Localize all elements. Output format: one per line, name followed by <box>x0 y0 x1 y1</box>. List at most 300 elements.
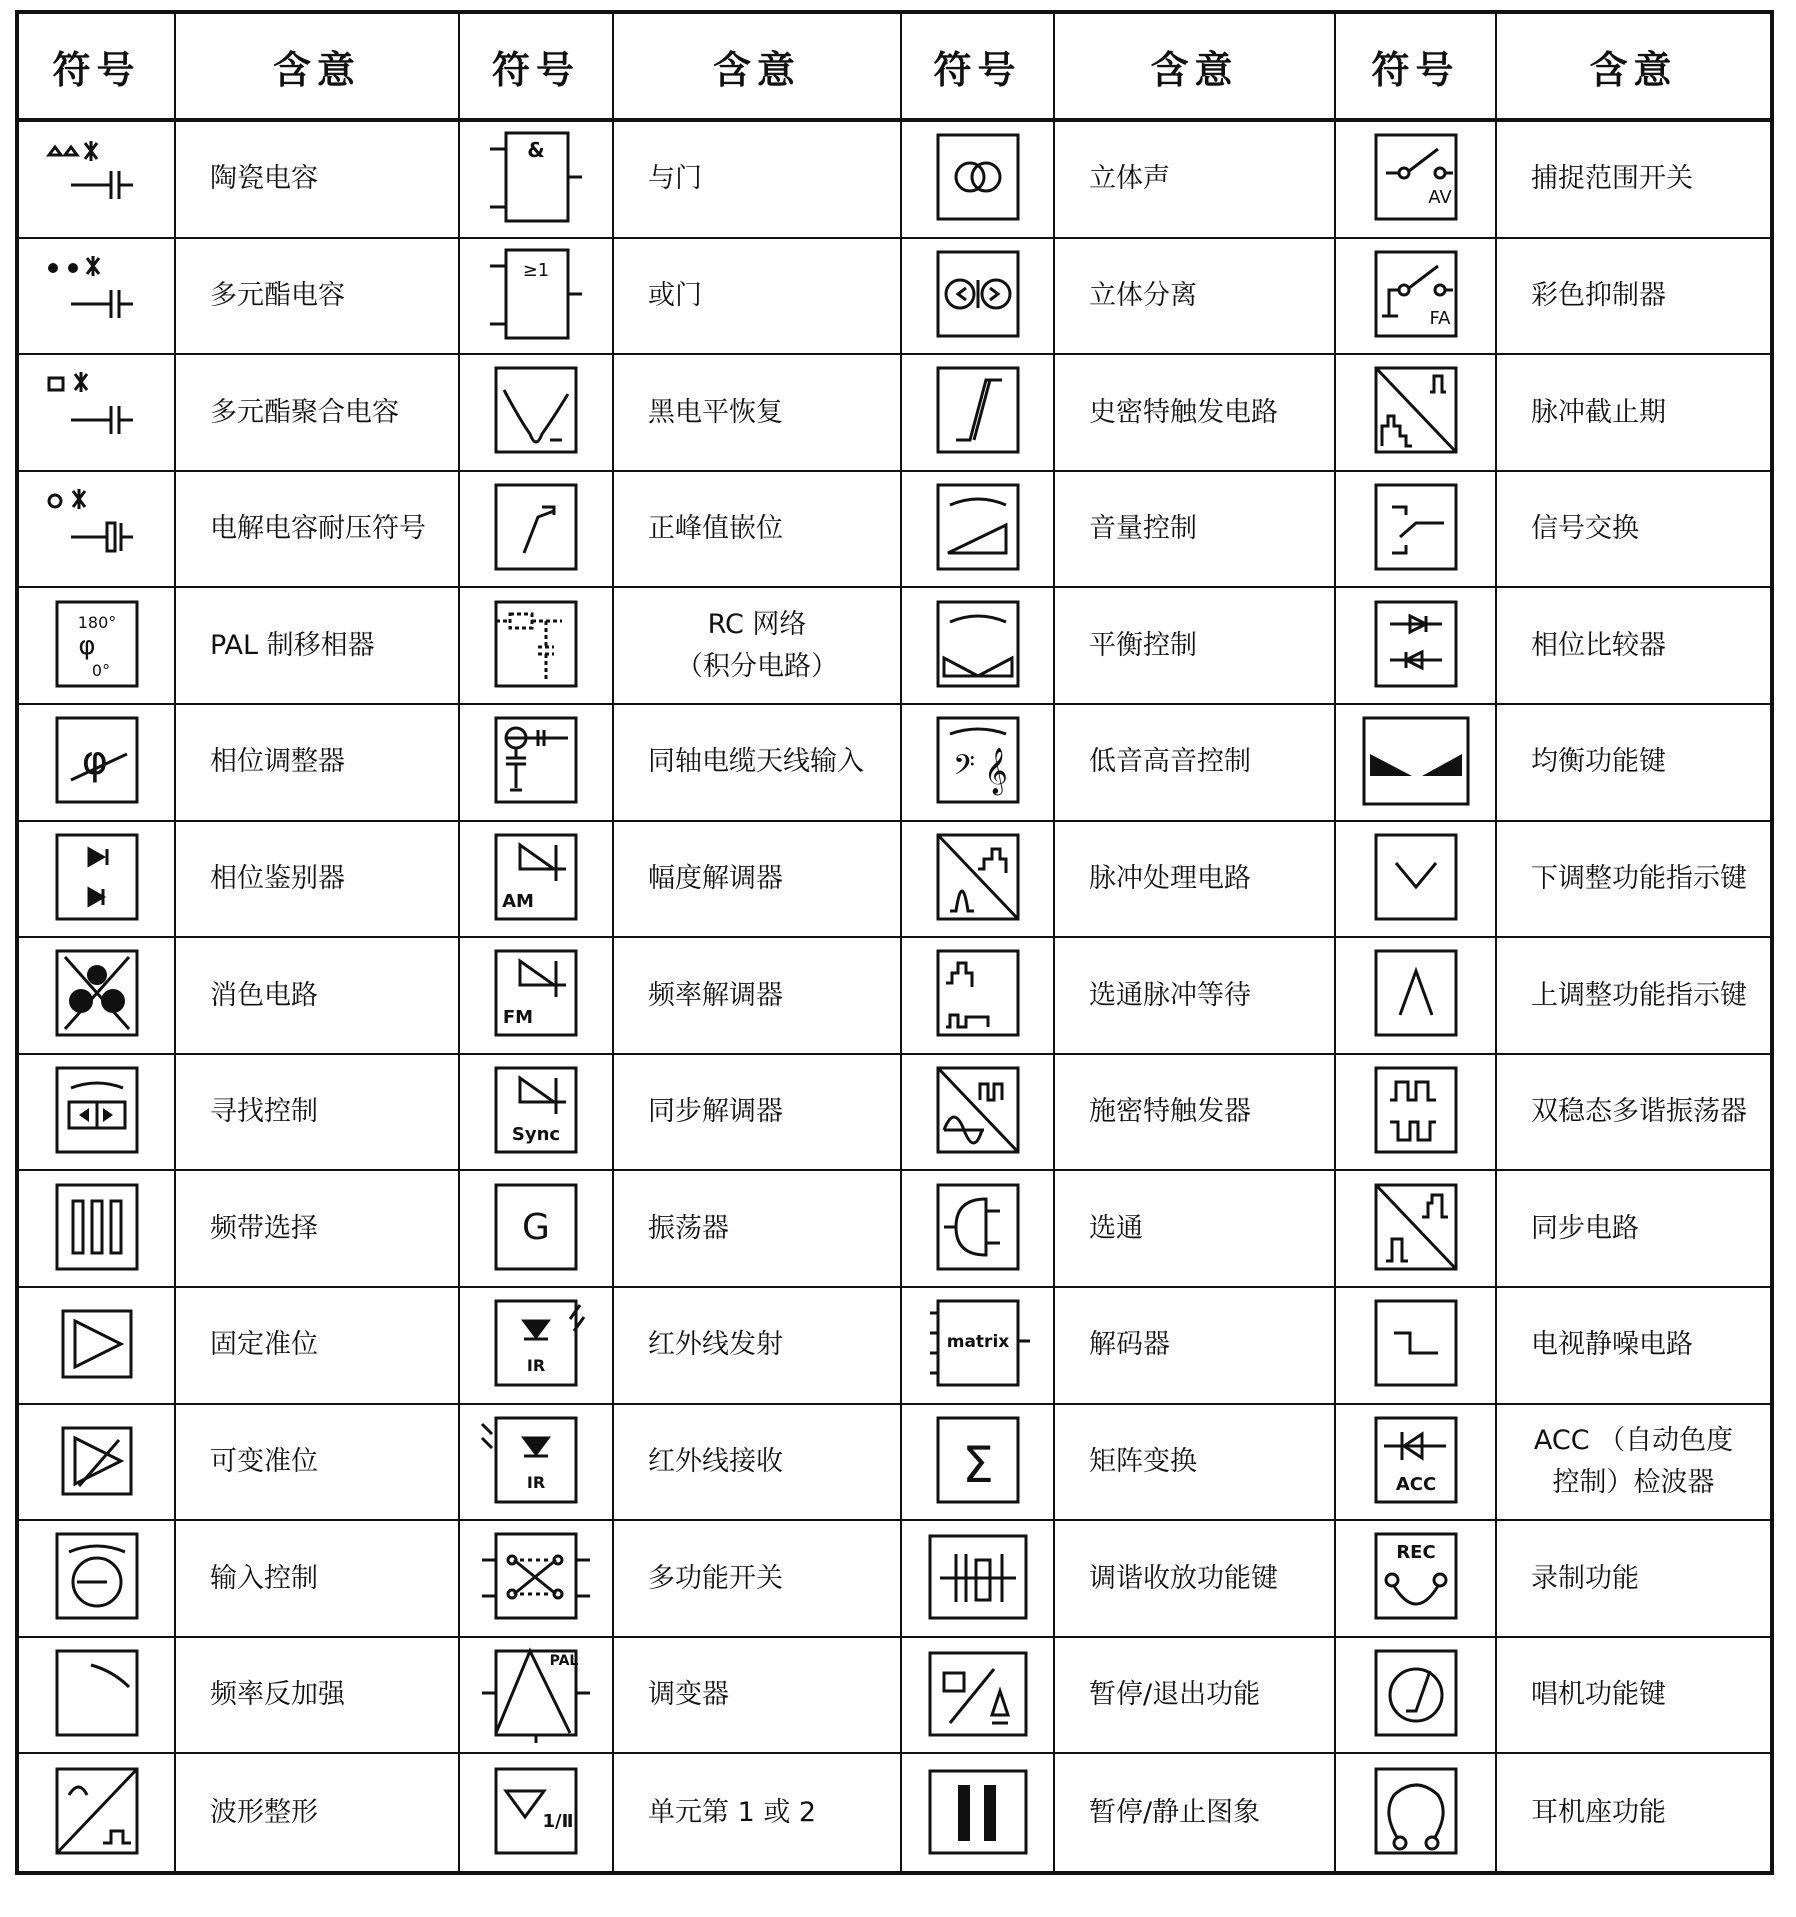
symbol-cell <box>19 1638 176 1755</box>
meaning-cell <box>1055 122 1336 239</box>
color-killer-icon <box>41 943 153 1047</box>
symbol-cell <box>1336 938 1497 1055</box>
waveform-shaping-icon <box>41 1761 153 1865</box>
symbol-cell <box>460 822 614 939</box>
symbol-cell <box>19 1055 176 1172</box>
symbol-cell <box>19 1754 176 1871</box>
svg-text:PAL: PAL <box>549 1653 579 1670</box>
meaning-text <box>210 625 375 667</box>
symbol-cell <box>19 239 176 356</box>
meaning-text <box>648 158 702 200</box>
stereo-separation-icon <box>922 244 1034 348</box>
meaning-text <box>210 392 399 434</box>
symbol-cell <box>902 1171 1055 1288</box>
schmitt-trigger-circuit-icon <box>922 360 1034 464</box>
symbol-cell <box>1336 1754 1497 1871</box>
meaning-line: 电视静噪电路 <box>1531 1329 1693 1361</box>
header-symbol: 符号 <box>902 14 1055 122</box>
symbol-cell <box>460 1288 614 1405</box>
electrolytic-capacitor-icon <box>41 477 153 581</box>
symbol-cell <box>460 1405 614 1522</box>
header-meaning: 含意 <box>614 14 902 122</box>
meaning-line: 波形整形 <box>210 1796 318 1828</box>
symbol-cell <box>460 1638 614 1755</box>
sync-circuit-icon <box>1360 1177 1472 1281</box>
infrared-transmit-icon <box>480 1293 592 1397</box>
symbol-cell <box>902 822 1055 939</box>
svg-text:φ: φ <box>77 630 96 661</box>
meaning-text <box>210 508 426 550</box>
svg-text:&: & <box>527 138 545 163</box>
bass-treble-control-icon <box>922 710 1034 814</box>
meaning-text <box>210 858 345 900</box>
symbol-cell <box>902 1055 1055 1172</box>
meaning-line: 多元酯电容 <box>210 279 345 311</box>
svg-text:matrix: matrix <box>946 1332 1009 1353</box>
signal-switch-icon <box>1360 477 1472 581</box>
equalizer-key-icon <box>1360 710 1472 814</box>
meaning-cell <box>614 938 902 1055</box>
frequency-boost-icon <box>41 1643 153 1747</box>
symbol-cell <box>19 1405 176 1522</box>
meaning-line: 相位调整器 <box>210 746 345 778</box>
meaning-line: 立体声 <box>1089 163 1170 195</box>
meaning-cell <box>1055 1754 1336 1871</box>
tv-noise-squelch-icon <box>1360 1293 1472 1397</box>
acc-detector-icon <box>1360 1410 1472 1514</box>
meaning-text <box>1531 1324 1693 1366</box>
svg-text:ACC: ACC <box>1395 1473 1436 1495</box>
record-function-icon <box>1360 1526 1472 1630</box>
svg-text:≥1: ≥1 <box>522 259 550 281</box>
meaning-text <box>1531 975 1747 1017</box>
meaning-cell <box>614 1288 902 1405</box>
symbol-cell <box>1336 588 1497 705</box>
meaning-text <box>1531 508 1639 550</box>
meaning-cell <box>1055 1055 1336 1172</box>
meaning-cell <box>1497 1405 1770 1522</box>
meaning-line: 史密特触发电路 <box>1089 396 1278 428</box>
symbol-cell <box>19 1171 176 1288</box>
symbol-cell <box>902 1754 1055 1871</box>
meaning-text <box>1089 392 1278 434</box>
meaning-text <box>648 1674 729 1716</box>
symbol-cell <box>1336 1288 1497 1405</box>
meaning-text <box>210 1558 318 1600</box>
meaning-line: （积分电路） <box>676 650 838 682</box>
volume-control-icon <box>922 477 1034 581</box>
meaning-text <box>1531 741 1666 783</box>
meaning-text <box>210 1792 318 1834</box>
meaning-line: 脉冲处理电路 <box>1089 862 1251 894</box>
svg-text:0°: 0° <box>91 660 110 680</box>
meaning-line: 单元第 1 或 2 <box>648 1796 817 1828</box>
decoder-matrix-icon <box>922 1293 1034 1397</box>
meaning-text <box>1089 1558 1278 1600</box>
meaning-text <box>210 1091 318 1133</box>
meaning-line: 输入控制 <box>210 1562 318 1594</box>
symbol-cell <box>902 355 1055 472</box>
meaning-cell <box>1497 1055 1770 1172</box>
symbol-cell <box>460 239 614 356</box>
symbol-cell <box>19 472 176 589</box>
modulator-icon <box>480 1643 592 1747</box>
peak-clamp-icon <box>480 477 592 581</box>
down-adjust-key-icon <box>1360 827 1472 931</box>
meaning-text <box>1531 275 1666 317</box>
meaning-line: 红外线发射 <box>648 1329 783 1361</box>
svg-text:IR: IR <box>526 1472 546 1492</box>
meaning-line: 相位鉴别器 <box>210 862 345 894</box>
meaning-line: 选通脉冲等待 <box>1089 979 1251 1011</box>
schmitt-trigger-icon <box>922 1060 1034 1164</box>
meaning-cell <box>614 122 902 239</box>
meaning-cell <box>1497 938 1770 1055</box>
symbol-cell <box>460 588 614 705</box>
meaning-text <box>1089 1674 1260 1716</box>
unit-1-or-2-icon <box>480 1761 592 1865</box>
meaning-line: RC 网络 <box>707 608 807 640</box>
symbol-cell <box>1336 1405 1497 1522</box>
meaning-text <box>1089 625 1197 667</box>
meaning-cell <box>1055 1405 1336 1522</box>
svg-text:1/Ⅱ: 1/Ⅱ <box>542 1810 574 1832</box>
meaning-line: 录制功能 <box>1531 1562 1639 1594</box>
meaning-text <box>1531 1091 1747 1133</box>
meaning-line: 正峰值嵌位 <box>648 513 783 545</box>
stereo-icon <box>922 127 1034 231</box>
meaning-line: 消色电路 <box>210 979 318 1011</box>
oscillator-icon <box>480 1177 592 1281</box>
meaning-text <box>648 1208 729 1250</box>
symbol-cell <box>902 588 1055 705</box>
svg-text:φ: φ <box>81 738 108 785</box>
meaning-line: 可变准位 <box>210 1445 318 1477</box>
symbol-cell <box>19 355 176 472</box>
symbol-cell <box>460 1754 614 1871</box>
meaning-cell <box>614 1638 902 1755</box>
meaning-line: 同步解调器 <box>648 1096 783 1128</box>
tuner-function-icon <box>922 1526 1034 1630</box>
meaning-line: 捕捉范围开关 <box>1531 163 1693 195</box>
meaning-text <box>648 392 783 434</box>
polyester-polymer-capacitor-icon <box>41 360 153 464</box>
balance-control-icon <box>922 594 1034 698</box>
meaning-cell <box>614 1754 902 1871</box>
meaning-text <box>1089 1792 1260 1834</box>
meaning-cell <box>1497 239 1770 356</box>
meaning-cell <box>1055 472 1336 589</box>
svg-text:FA: FA <box>1428 307 1451 329</box>
symbol-cell <box>19 938 176 1055</box>
symbol-cell <box>460 1055 614 1172</box>
symbol-table <box>15 10 1774 1875</box>
symbol-cell <box>1336 239 1497 356</box>
meaning-text <box>1089 741 1251 783</box>
and-gate-icon <box>480 127 592 231</box>
pulse-processing-icon <box>922 827 1034 931</box>
multi-function-switch-icon <box>480 1526 592 1630</box>
meaning-line: 音量控制 <box>1089 513 1197 545</box>
meaning-line: 相位比较器 <box>1531 629 1666 661</box>
meaning-line: 上调整功能指示键 <box>1531 979 1747 1011</box>
phase-discriminator-icon <box>41 827 153 931</box>
header-meaning: 含意 <box>176 14 460 122</box>
meaning-line: 与门 <box>648 163 702 195</box>
header-symbol: 符号 <box>19 14 176 122</box>
pause-still-icon <box>922 1761 1034 1865</box>
variable-level-icon <box>41 1410 153 1514</box>
meaning-text <box>210 975 318 1017</box>
headphone-jack-icon <box>1360 1761 1472 1865</box>
meaning-cell <box>176 1055 460 1172</box>
meaning-cell <box>614 472 902 589</box>
meaning-text <box>648 858 783 900</box>
meaning-text <box>210 1324 318 1366</box>
symbol-cell <box>460 938 614 1055</box>
meaning-text <box>1531 392 1666 434</box>
meaning-text <box>1089 275 1197 317</box>
meaning-cell <box>1055 588 1336 705</box>
phase-adjuster-icon <box>41 710 153 814</box>
meaning-text <box>676 604 838 688</box>
meaning-cell <box>1055 1288 1336 1405</box>
symbol-cell <box>460 1171 614 1288</box>
meaning-line: 脉冲截止期 <box>1531 396 1666 428</box>
meaning-cell <box>176 239 460 356</box>
black-level-restore-icon <box>480 360 592 464</box>
meaning-text <box>210 1441 318 1483</box>
meaning-text <box>1089 158 1170 200</box>
meaning-cell <box>176 1521 460 1638</box>
svg-text:Σ: Σ <box>961 1435 994 1494</box>
header-meaning: 含意 <box>1497 14 1770 122</box>
symbol-cell <box>19 705 176 822</box>
meaning-cell <box>1055 1171 1336 1288</box>
fm-demodulator-icon <box>480 943 592 1047</box>
meaning-text <box>1089 858 1251 900</box>
symbol-cell <box>902 122 1055 239</box>
svg-text:𝄢: 𝄢 <box>952 749 975 790</box>
meaning-text <box>210 158 318 200</box>
meaning-cell <box>176 472 460 589</box>
header-symbol: 符号 <box>1336 14 1497 122</box>
meaning-cell <box>1497 822 1770 939</box>
svg-text:FM: FM <box>502 1007 534 1029</box>
meaning-cell <box>176 1405 460 1522</box>
symbol-cell <box>19 1521 176 1638</box>
meaning-cell <box>176 822 460 939</box>
svg-text:IR: IR <box>526 1356 546 1376</box>
meaning-text <box>648 975 783 1017</box>
meaning-line: 振荡器 <box>648 1212 729 1244</box>
meaning-text <box>1531 625 1666 667</box>
matrix-transform-icon <box>922 1410 1034 1514</box>
meaning-text <box>210 275 345 317</box>
meaning-line: 红外线接收 <box>648 1445 783 1477</box>
meaning-cell <box>1055 938 1336 1055</box>
meaning-cell <box>614 588 902 705</box>
symbol-cell <box>1336 1055 1497 1172</box>
meaning-text <box>648 1091 783 1133</box>
meaning-cell <box>1497 588 1770 705</box>
meaning-cell <box>614 355 902 472</box>
meaning-text <box>648 275 702 317</box>
symbol-cell <box>902 472 1055 589</box>
meaning-text <box>1531 858 1747 900</box>
symbol-cell <box>19 1288 176 1405</box>
meaning-cell <box>176 588 460 705</box>
pulse-cutoff-icon <box>1360 360 1472 464</box>
meaning-cell <box>614 239 902 356</box>
svg-text:AM: AM <box>502 890 534 912</box>
meaning-line: PAL 制移相器 <box>210 629 375 661</box>
pause-eject-icon <box>922 1643 1034 1747</box>
meaning-cell <box>1055 355 1336 472</box>
meaning-text <box>1531 1208 1639 1250</box>
meaning-text <box>1089 1091 1251 1133</box>
symbol-cell <box>1336 355 1497 472</box>
meaning-line: 固定准位 <box>210 1329 318 1361</box>
symbol-cell <box>460 472 614 589</box>
meaning-text <box>648 1558 783 1600</box>
color-suppressor-icon <box>1360 244 1472 348</box>
meaning-line: 或门 <box>648 279 702 311</box>
meaning-text <box>1089 1441 1197 1483</box>
symbol-cell <box>1336 1521 1497 1638</box>
meaning-cell <box>1497 705 1770 822</box>
search-control-icon <box>41 1060 153 1164</box>
meaning-line: 施密特触发器 <box>1089 1096 1251 1128</box>
meaning-text <box>1531 1674 1666 1716</box>
meaning-line: 调变器 <box>648 1679 729 1711</box>
meaning-cell <box>614 1171 902 1288</box>
phono-function-icon <box>1360 1643 1472 1747</box>
svg-text:REC: REC <box>1395 1542 1436 1564</box>
symbol-cell <box>902 705 1055 822</box>
gate-icon <box>922 1177 1034 1281</box>
polyester-capacitor-icon <box>41 244 153 348</box>
up-adjust-key-icon <box>1360 943 1472 1047</box>
phase-comparator-icon <box>1360 594 1472 698</box>
sync-demodulator-icon <box>480 1060 592 1164</box>
meaning-line: 唱机功能键 <box>1531 1679 1666 1711</box>
symbol-cell <box>1336 122 1497 239</box>
infrared-receive-icon <box>480 1410 592 1514</box>
meaning-cell <box>1055 1521 1336 1638</box>
meaning-cell <box>176 1171 460 1288</box>
meaning-cell <box>1497 1754 1770 1871</box>
capture-range-switch-icon <box>1360 127 1472 231</box>
symbol-cell <box>1336 822 1497 939</box>
meaning-cell <box>614 705 902 822</box>
pal-phase-shifter-icon <box>41 594 153 698</box>
meaning-text <box>210 1674 345 1716</box>
meaning-cell <box>1055 705 1336 822</box>
meaning-text <box>1531 158 1693 200</box>
meaning-cell <box>1055 239 1336 356</box>
symbol-cell <box>460 122 614 239</box>
symbol-cell <box>902 938 1055 1055</box>
meaning-text <box>210 1208 318 1250</box>
meaning-cell <box>176 1754 460 1871</box>
symbol-cell <box>902 1638 1055 1755</box>
meaning-text <box>1089 508 1197 550</box>
meaning-cell <box>176 1288 460 1405</box>
or-gate-icon <box>480 244 592 348</box>
symbol-cell <box>460 705 614 822</box>
gate-pulse-wait-icon <box>922 943 1034 1047</box>
meaning-line: 频率解调器 <box>648 979 783 1011</box>
meaning-line: 低音高音控制 <box>1089 746 1251 778</box>
meaning-cell <box>1497 1638 1770 1755</box>
meaning-cell <box>614 1405 902 1522</box>
meaning-line: ACC （自动色度 <box>1533 1425 1734 1457</box>
meaning-line: 陶瓷电容 <box>210 163 318 195</box>
meaning-cell <box>614 1521 902 1638</box>
meaning-line: 幅度解调器 <box>648 862 783 894</box>
meaning-text <box>648 1324 783 1366</box>
meaning-line: 立体分离 <box>1089 279 1197 311</box>
meaning-cell <box>176 705 460 822</box>
meaning-cell <box>1497 355 1770 472</box>
meaning-line: 频带选择 <box>210 1212 318 1244</box>
meaning-line: 选通 <box>1089 1212 1143 1244</box>
symbol-cell <box>19 122 176 239</box>
meaning-cell <box>1497 1288 1770 1405</box>
symbol-cell <box>902 239 1055 356</box>
symbol-cell <box>902 1288 1055 1405</box>
rc-network-icon <box>480 594 592 698</box>
meaning-line: 均衡功能键 <box>1531 746 1666 778</box>
meaning-cell <box>1497 1521 1770 1638</box>
meaning-line: 解码器 <box>1089 1329 1170 1361</box>
bistable-multivibrator-icon <box>1360 1060 1472 1164</box>
meaning-line: 多功能开关 <box>648 1562 783 1594</box>
meaning-line: 调谐收放功能键 <box>1089 1562 1278 1594</box>
meaning-text <box>648 741 864 783</box>
symbol-cell <box>1336 1171 1497 1288</box>
meaning-line: 电解电容耐压符号 <box>210 513 426 545</box>
coax-antenna-input-icon <box>480 710 592 814</box>
meaning-text <box>1534 1420 1733 1504</box>
meaning-line: 同步电路 <box>1531 1212 1639 1244</box>
meaning-text <box>648 1441 783 1483</box>
ceramic-capacitor-icon <box>41 127 153 231</box>
svg-text:AV: AV <box>1427 187 1452 209</box>
symbol-cell <box>1336 705 1497 822</box>
meaning-line: 暂停/退出功能 <box>1089 1679 1261 1711</box>
meaning-cell <box>176 1638 460 1755</box>
symbol-cell <box>902 1405 1055 1522</box>
meaning-line: 彩色抑制器 <box>1531 279 1666 311</box>
meaning-line: 频率反加强 <box>210 1679 345 1711</box>
meaning-text <box>1089 1324 1170 1366</box>
symbol-cell <box>19 822 176 939</box>
meaning-cell <box>614 822 902 939</box>
meaning-line: 耳机座功能 <box>1531 1796 1666 1828</box>
meaning-cell <box>1497 1171 1770 1288</box>
meaning-line: 矩阵变换 <box>1089 1445 1197 1477</box>
symbol-cell <box>902 1521 1055 1638</box>
meaning-line: 下调整功能指示键 <box>1531 862 1747 894</box>
input-control-icon <box>41 1526 153 1630</box>
meaning-text <box>1531 1792 1666 1834</box>
meaning-cell <box>176 938 460 1055</box>
meaning-text <box>648 1792 816 1834</box>
header-symbol: 符号 <box>460 14 614 122</box>
svg-text:G: G <box>522 1206 550 1248</box>
